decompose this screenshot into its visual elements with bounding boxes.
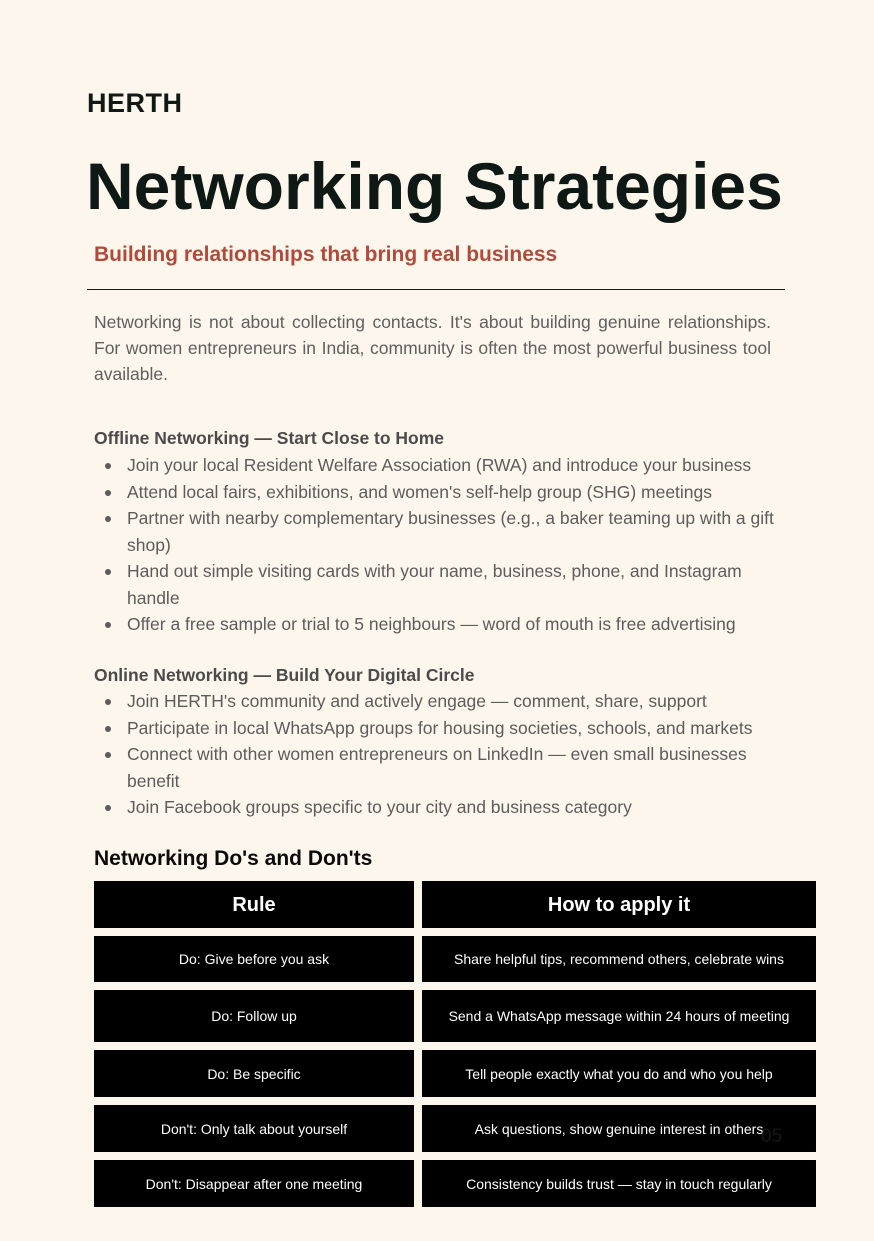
table-cell-rule: Don't: Only talk about yourself — [94, 1105, 414, 1152]
bullet-icon — [105, 805, 111, 811]
list-item: Join Facebook groups specific to your city and business category — [94, 794, 794, 821]
bullet-icon — [105, 490, 111, 496]
table-cell-rule: Do: Give before you ask — [94, 936, 414, 982]
table-cell-how: Tell people exactly what you do and who you help — [422, 1050, 816, 1097]
list-item: Join your local Resident Welfare Association (RWA) and introduce your business — [94, 452, 794, 479]
list-item: Partner with nearby complementary businesses (e.g., a baker teaming up with a gift shop) — [94, 505, 794, 558]
offline-heading: Offline Networking — Start Close to Home — [94, 428, 445, 448]
list-item: Connect with other women entrepreneurs on LinkedIn — even small businesses benefit — [94, 741, 794, 794]
table-cell-rule: Don't: Disappear after one meeting — [94, 1160, 414, 1207]
list-item: Attend local fairs, exhibitions, and women's self-help group (SHG) meetings — [94, 479, 794, 506]
page-title: Networking Strategies — [86, 149, 783, 223]
online-list — [94, 688, 794, 821]
divider — [87, 289, 785, 290]
list-item: Participate in local WhatsApp groups for housing societies, schools, and markets — [94, 715, 794, 742]
bullet-icon — [105, 699, 111, 705]
page-subtitle: Building relationships that bring real business — [94, 243, 558, 266]
table-header-rule: Rule — [94, 881, 414, 928]
brand-name: HERTH — [87, 88, 183, 118]
table-cell-rule: Do: Follow up — [94, 990, 414, 1042]
table-cell-how: Consistency builds trust — stay in touch regularly — [422, 1160, 816, 1207]
intro-paragraph: Networking is not about collecting contacts. It's about building genuine relationships. For women entrepreneurs in India, community is often the most powerful business tool available. — [94, 312, 771, 384]
table-header-how: How to apply it — [422, 881, 816, 928]
bullet-icon — [105, 569, 111, 575]
table-cell-rule: Do: Be specific — [94, 1050, 414, 1097]
bullet-icon — [105, 726, 111, 732]
bullet-icon — [105, 463, 111, 469]
table-title: Networking Do's and Don'ts — [94, 847, 373, 870]
page-number: 05 — [761, 1126, 783, 1147]
table-cell-how: Ask questions, show genuine interest in others — [422, 1105, 816, 1152]
table-cell-how: Share helpful tips, recommend others, celebrate wins — [422, 936, 816, 982]
online-heading: Online Networking — Build Your Digital Circle — [94, 665, 475, 685]
bullet-icon — [105, 752, 111, 758]
bullet-icon — [105, 516, 111, 522]
bullet-icon — [105, 622, 111, 628]
list-item: Hand out simple visiting cards with your name, business, phone, and Instagram handle — [94, 558, 794, 611]
list-item: Join HERTH's community and actively engage — comment, share, support — [94, 688, 794, 715]
offline-list — [94, 452, 794, 638]
table-cell-how: Send a WhatsApp message within 24 hours of meeting — [422, 990, 816, 1042]
list-item: Offer a free sample or trial to 5 neighbours — word of mouth is free advertising — [94, 611, 794, 638]
